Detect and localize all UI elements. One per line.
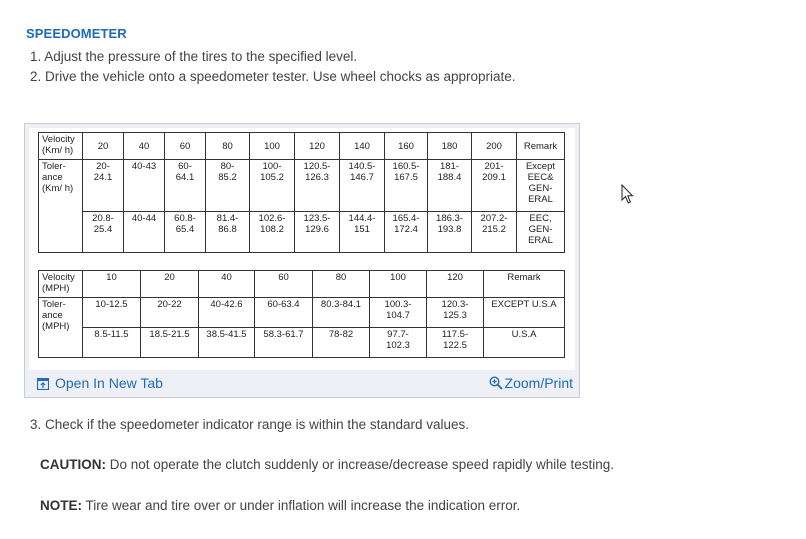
speed-header: 10 [83, 271, 141, 298]
speed-header: 200 [472, 133, 517, 160]
remark-cell: EEC, GEN- ERAL [517, 212, 565, 253]
table-row [39, 271, 565, 298]
kmh-tolerance-table [38, 132, 565, 253]
speed-header: 100 [250, 133, 295, 160]
tolerance-cell: 100- 105.2 [250, 160, 295, 212]
tolerance-cell: 40-44 [124, 212, 165, 253]
tolerance-cell: 60- 64.1 [165, 160, 206, 212]
remark-header: Remark [517, 133, 565, 160]
tolerance-cell: 117.5- 122.5 [427, 328, 484, 358]
tolerance-cell: 120.5- 126.3 [295, 160, 340, 212]
note-text: Tire wear and tire over or under inflation will increase the indication error. [82, 498, 521, 513]
table-row [39, 328, 565, 358]
tolerance-cell: 102.6- 108.2 [250, 212, 295, 253]
caution-text: Do not operate the clutch suddenly or increase/decrease speed rapidly while testing. [106, 457, 615, 472]
speed-header: 80 [206, 133, 250, 160]
remark-header: Remark [484, 271, 565, 298]
open-in-new-tab-link[interactable] [37, 375, 163, 391]
velocity-label: Velocity (Km/ h) [39, 133, 83, 160]
tolerance-label: Toler- ance (MPH) [39, 298, 83, 358]
table-row [39, 212, 565, 253]
section-heading: SPEEDOMETER [26, 26, 127, 41]
figure-link-bar [25, 372, 579, 396]
tolerance-cell: 20-22 [141, 298, 199, 328]
tolerance-cell: 181- 188.4 [428, 160, 472, 212]
tolerance-cell: 100.3- 104.7 [370, 298, 427, 328]
speed-header: 40 [199, 271, 255, 298]
speed-header: 120 [295, 133, 340, 160]
speed-header: 120 [427, 271, 484, 298]
speed-header: 140 [340, 133, 385, 160]
tolerance-cell: 165.4- 172.4 [385, 212, 428, 253]
open-in-new-tab-label: Open In New Tab [55, 375, 163, 391]
tolerance-cell: 144.4- 151 [340, 212, 385, 253]
table-row [39, 133, 565, 160]
tolerance-cell: 160.5- 167.5 [385, 160, 428, 212]
tolerance-cell: 8.5-11.5 [83, 328, 141, 358]
step-item: 3. Check if the speedometer indicator range is within the standard values. [30, 417, 469, 432]
tolerance-cell: 80.3-84.1 [313, 298, 370, 328]
speed-header: 60 [165, 133, 206, 160]
tolerance-cell: 10-12.5 [83, 298, 141, 328]
zoom-print-label: Zoom/Print [504, 375, 573, 391]
tolerance-cell: 40-43 [124, 160, 165, 212]
tolerance-cell: 80- 85.2 [206, 160, 250, 212]
tolerance-cell: 81.4- 86.8 [206, 212, 250, 253]
figure-image [29, 128, 575, 370]
tolerance-cell: 97.7- 102.3 [370, 328, 427, 358]
tolerance-cell: 20- 24.1 [83, 160, 124, 212]
tolerance-cell: 123.5- 129.6 [295, 212, 340, 253]
velocity-label: Velocity (MPH) [39, 271, 83, 298]
speed-header: 100 [370, 271, 427, 298]
tolerance-cell: 120.3- 125.3 [427, 298, 484, 328]
speed-header: 80 [313, 271, 370, 298]
mph-tolerance-table [38, 270, 565, 358]
mouse-pointer-icon [621, 184, 635, 205]
tolerance-cell: 78-82 [313, 328, 370, 358]
tolerance-cell: 40-42.6 [199, 298, 255, 328]
table-row [39, 298, 565, 328]
caution-label: CAUTION: [40, 457, 106, 472]
remark-cell: EXCEPT U.S.A [484, 298, 565, 328]
zoom-print-link[interactable] [489, 375, 573, 391]
tolerance-cell: 60-63.4 [255, 298, 313, 328]
step-item: 2. Drive the vehicle onto a speedometer tester. Use wheel chocks as appropriate. [30, 69, 516, 84]
tolerance-label: Toler- ance (Km/ h) [39, 160, 83, 253]
tolerance-cell: 207.2- 215.2 [472, 212, 517, 253]
speed-header: 160 [385, 133, 428, 160]
note-notice [40, 498, 520, 513]
tolerance-cell: 140.5- 146.7 [340, 160, 385, 212]
tolerance-cell: 20.8- 25.4 [83, 212, 124, 253]
tolerance-cell: 38.5-41.5 [199, 328, 255, 358]
table-row [39, 160, 565, 212]
tolerance-cell: 60.8- 65.4 [165, 212, 206, 253]
open-in-new-tab-icon [37, 378, 49, 390]
speed-header: 40 [124, 133, 165, 160]
remark-cell: Except EEC& GEN- ERAL [517, 160, 565, 212]
speed-header: 60 [255, 271, 313, 298]
tolerance-cell: 186.3- 193.8 [428, 212, 472, 253]
step-item: 1. Adjust the pressure of the tires to the specified level. [30, 49, 358, 64]
zoom-in-icon [489, 376, 503, 390]
tolerance-cell: 58.3-61.7 [255, 328, 313, 358]
speed-header: 20 [83, 133, 124, 160]
caution-notice [40, 457, 614, 472]
tolerance-cell: 201- 209.1 [472, 160, 517, 212]
speed-header: 20 [141, 271, 199, 298]
tolerance-cell: 18.5-21.5 [141, 328, 199, 358]
speedometer-figure [24, 123, 580, 398]
remark-cell: U.S.A [484, 328, 565, 358]
speed-header: 180 [428, 133, 472, 160]
note-label: NOTE: [40, 498, 82, 513]
steps-list [30, 47, 516, 87]
